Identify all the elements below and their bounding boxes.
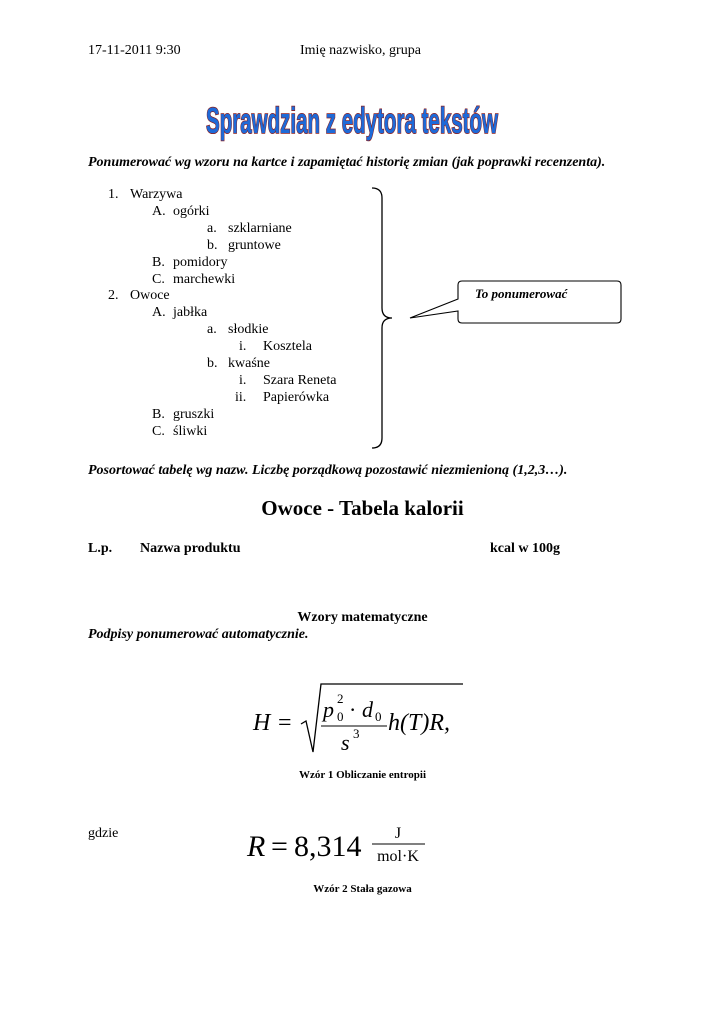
formula1-s-sup: 3 <box>353 726 360 741</box>
formula2-caption: Wzór 2 Stała gazowa <box>313 883 412 895</box>
instruction-captions: Podpisy ponumerować automatycznie. <box>88 627 309 642</box>
table-header-name: Nazwa produktu <box>140 541 241 556</box>
list-item-number: a. <box>207 322 217 338</box>
list-item-number: 2. <box>108 288 119 304</box>
list-item-text: Kosztela <box>263 339 312 355</box>
list-item-text: Szara Reneta <box>263 372 337 388</box>
list-item-text: Papierówka <box>263 389 330 405</box>
table-header-lp: L.p. <box>88 541 113 556</box>
formula1-rest: h(T)R, <box>388 710 450 736</box>
formula1-caption: Wzór 1 Obliczanie entropii <box>299 769 426 781</box>
table-title: Owoce - Tabela kalorii <box>261 496 464 520</box>
formula1-p-sub: 0 <box>337 709 344 724</box>
list-item-text: Warzywa <box>130 187 183 202</box>
header-author-field: Imię nazwisko, grupa <box>300 43 421 58</box>
math-section-title: Wzory matematyczne <box>297 610 428 625</box>
wordart-title <box>0 88 725 148</box>
instruction-sorting: Posortować tabelę wg nazw. Liczbę porządkową pozostawić niezmienioną (1,2,3…). <box>88 463 568 478</box>
formula1-s: s <box>341 730 350 755</box>
list-item-number: B. <box>152 406 165 422</box>
formula2-value: 8,314 <box>294 830 362 863</box>
formula2-unit-num: J <box>394 825 402 842</box>
list-item-number: C. <box>152 271 165 287</box>
formula-entropy <box>245 678 475 758</box>
list-item-text: Owoce <box>130 288 170 304</box>
instruction-numbering: Ponumerować wg wzoru na kartce i zapamiętać historię zmian (jak poprawki recenzenta). <box>88 155 606 170</box>
formula1-lhs: H <box>253 710 271 736</box>
list-item-number: ii. <box>235 389 247 405</box>
wordart-text: Sprawdzian z edytora tekstów <box>206 100 499 141</box>
list-item-number: a. <box>207 220 217 236</box>
list-item-number: B. <box>152 254 165 270</box>
formula1-eq: = <box>278 710 292 736</box>
formula2-unit-den: mol·K <box>377 848 419 865</box>
list-item-number: C. <box>152 423 165 439</box>
list-item-text: gruszki <box>173 406 215 422</box>
formula1-d: d <box>362 697 373 722</box>
list-item-text: słodkie <box>228 322 269 338</box>
list-item-number: i. <box>239 339 247 355</box>
formula1-p-sup: 2 <box>337 691 344 706</box>
list-item-number: b. <box>207 356 218 371</box>
formula-gas-constant <box>245 818 435 870</box>
list-item-text: marchewki <box>173 271 236 287</box>
callout-text: To ponumerować <box>475 286 568 301</box>
list-item-text: kwaśne <box>228 356 270 371</box>
list-item-number: A. <box>152 203 166 219</box>
formula2-eq: = <box>271 830 288 863</box>
formula1-d-sub: 0 <box>375 709 382 724</box>
list-item-text: szklarniane <box>228 220 292 236</box>
formula2-lhs: R <box>247 830 266 863</box>
formula1-dot: · <box>349 697 357 722</box>
header-datetime: 17-11-2011 9:30 <box>88 43 181 58</box>
where-label: gdzie <box>88 826 119 841</box>
table-header-kcal: kcal w 100g <box>490 541 560 556</box>
list-item-text: pomidory <box>173 254 228 270</box>
formula1-p: p <box>323 697 334 722</box>
list-item-text: jabłka <box>173 305 208 321</box>
list-item-number: 1. <box>108 187 119 202</box>
list-item-number: A. <box>152 305 166 321</box>
callout-box <box>400 275 630 335</box>
list-item-number: b. <box>207 237 218 253</box>
list-item-text: śliwki <box>173 423 208 439</box>
list-item-text: gruntowe <box>228 237 281 253</box>
list-item-number: i. <box>239 372 247 388</box>
list-item-text: ogórki <box>173 203 210 219</box>
